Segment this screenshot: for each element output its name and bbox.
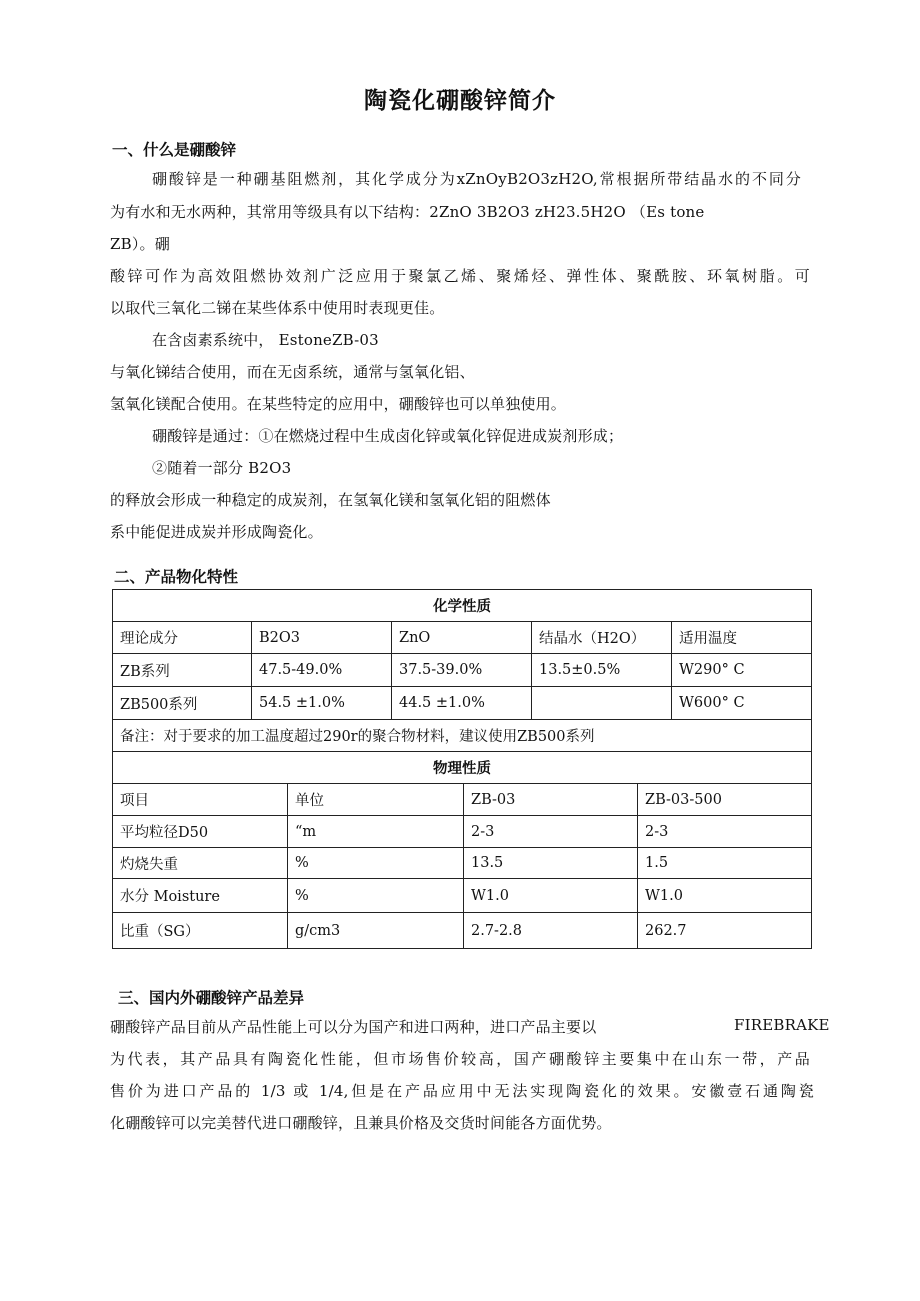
section-heading-3: 三、国内外硼酸锌产品差异: [118, 989, 305, 1007]
header-cell: ZB-03-500: [638, 784, 812, 816]
paragraph-line: 硼酸锌是通过：①在燃烧过程中生成卤化锌或氧化锌促进成炭剂形成；: [152, 427, 624, 445]
paragraph-line: 硼酸锌产品目前从产品性能上可以分为国产和进口两种，进口产品主要以: [110, 1018, 597, 1036]
paragraph-line: 在含卤素系统中， EstoneZB-03: [152, 331, 379, 349]
section-heading-2: 二、产品物化特性: [114, 568, 239, 586]
table-row: [113, 654, 812, 687]
table-cell: 平均粒径D50: [113, 816, 288, 848]
table-cell: 37.5-39.0%: [392, 654, 532, 687]
physical-properties-table: [112, 751, 812, 949]
table-cell: [532, 687, 672, 720]
table-row: [113, 687, 812, 720]
header-cell: B2O3: [252, 622, 392, 654]
chemical-properties-title: 化学性质: [113, 590, 812, 622]
table-title-row: [113, 590, 812, 622]
header-cell: 理论成分: [113, 622, 252, 654]
paragraph-line: 氢氧化镁配合使用。在某些特定的应用中，硼酸锌也可以单独使用。: [110, 395, 567, 413]
paragraph-line: 售价为进口产品的 1/3 或 1/4,但是在产品应用中无法实现陶瓷化的效果。安徽壹石通陶瓷: [110, 1082, 814, 1100]
table-row: [113, 879, 812, 913]
paragraph-line: 系中能促进成炭并形成陶瓷化。: [110, 523, 323, 541]
header-cell: 适用温度: [672, 622, 812, 654]
table-cell: W1.0: [464, 879, 638, 913]
paragraph-line: 酸锌可作为高效阻燃协效剂广泛应用于聚氯乙烯、聚烯烃、弹性体、聚酰胺、环氧树脂。可: [110, 267, 810, 285]
header-cell: 结晶水（H2O）: [532, 622, 672, 654]
table-header-row: [113, 784, 812, 816]
table-cell: W290° C: [672, 654, 812, 687]
table-cell: 44.5 ±1.0%: [392, 687, 532, 720]
header-cell: ZnO: [392, 622, 532, 654]
paragraph-line: 化硼酸锌可以完美替代进口硼酸锌，且兼具价格及交货时间能各方面优势。: [110, 1114, 612, 1132]
table-cell: 灼烧失重: [113, 848, 288, 879]
table-cell: 47.5-49.0%: [252, 654, 392, 687]
paragraph-line: 为有水和无水两种，其常用等级具有以下结构：2ZnO 3B2O3 zH23.5H2O （Es tone: [110, 203, 705, 221]
table-cell: “m: [288, 816, 464, 848]
paragraph-line: 为代表，其产品具有陶瓷化性能，但市场售价较高，国产硼酸锌主要集中在山东一带，产品: [110, 1050, 810, 1068]
table-cell: 13.5: [464, 848, 638, 879]
table-cell: 2-3: [464, 816, 638, 848]
table-note: 备注：对于要求的加工温度超过290r的聚合物材料，建议使用ZB500系列: [113, 720, 812, 752]
table-row: [113, 913, 812, 949]
table-cell: 54.5 ±1.0%: [252, 687, 392, 720]
table-cell: 2.7-2.8: [464, 913, 638, 949]
table-cell: %: [288, 879, 464, 913]
brand-name: FIREBRAKE: [734, 1016, 830, 1034]
table-cell: 水分 Moisture: [113, 879, 288, 913]
chemical-properties-table: [112, 589, 812, 752]
table-cell: ZB系列: [113, 654, 252, 687]
page-title: 陶瓷化硼酸锌简介: [364, 88, 556, 114]
paragraph-line: 以取代三氧化二锑在某些体系中使用时表现更佳。: [110, 299, 445, 317]
table-cell: W1.0: [638, 879, 812, 913]
paragraph-line: 的释放会形成一种稳定的成炭剂，在氢氧化镁和氢氧化铝的阻燃体: [110, 491, 551, 509]
table-cell: 2-3: [638, 816, 812, 848]
table-cell: 比重（SG）: [113, 913, 288, 949]
table-row: [113, 848, 812, 879]
table-cell: %: [288, 848, 464, 879]
table-cell: 1.5: [638, 848, 812, 879]
paragraph-line: ZB）。硼: [110, 235, 170, 253]
header-cell: ZB-03: [464, 784, 638, 816]
table-title-row: [113, 752, 812, 784]
section-heading-1: 一、什么是硼酸锌: [112, 141, 237, 159]
table-cell: W600° C: [672, 687, 812, 720]
table-cell: 13.5±0.5%: [532, 654, 672, 687]
table-row: [113, 816, 812, 848]
paragraph-line: 与氧化锑结合使用，而在无卤系统，通常与氢氧化铝、: [110, 363, 475, 381]
table-note-row: [113, 720, 812, 752]
table-cell: ZB500系列: [113, 687, 252, 720]
table-cell: g/cm3: [288, 913, 464, 949]
header-cell: 项目: [113, 784, 288, 816]
table-cell: 262.7: [638, 913, 812, 949]
physical-properties-title: 物理性质: [113, 752, 812, 784]
table-header-row: [113, 622, 812, 654]
header-cell: 单位: [288, 784, 464, 816]
paragraph-line: 硼酸锌是一种硼基阻燃剂，其化学成分为xZnOyB2O3zH2O,常根据所带结晶水的不同分: [152, 170, 801, 188]
paragraph-line: ②随着一部分 B2O3: [152, 459, 292, 477]
